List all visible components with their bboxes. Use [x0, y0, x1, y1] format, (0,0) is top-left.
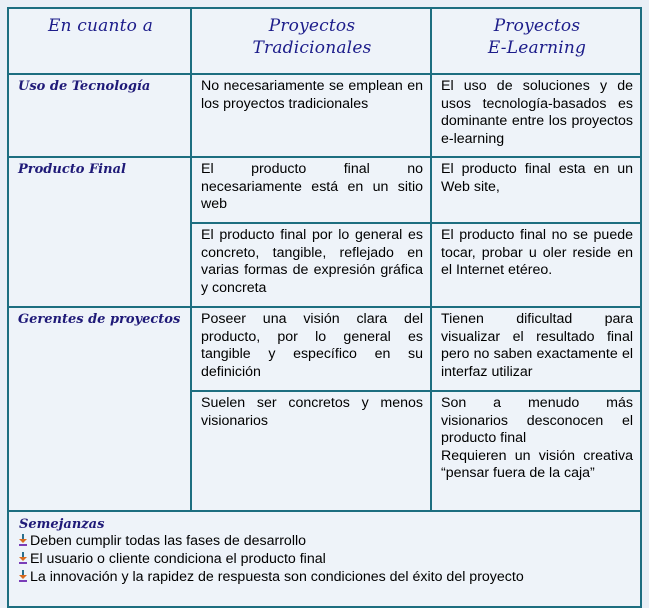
table-cell: El producto final esta en un Web site, — [431, 157, 641, 223]
row-label-cell — [8, 157, 191, 307]
header-cell-elearning — [431, 8, 641, 74]
semejanzas-title: Semejanzas — [19, 517, 105, 532]
row-label-producto-final: Producto Final — [18, 162, 126, 177]
arrow-bullet-icon — [19, 570, 27, 582]
semejanzas-row — [8, 511, 641, 607]
table-cell: Tienen dificultad para visualizar el resultado final pero no saben exactamente el interfaz utilizar — [431, 307, 641, 391]
table-cell: Poseer una visión clara del producto, por lo general es tangible y específico en su definición — [191, 307, 431, 391]
header-cell-tradicionales — [191, 8, 431, 74]
table-cell: No necesariamente se emplean en los proyectos tradicionales — [191, 74, 431, 157]
semejanzas-cell — [8, 511, 641, 607]
row-label-cell — [8, 307, 191, 511]
header-proyectos-elearning: Proyectos E-Learning — [487, 16, 587, 58]
table-cell: El uso de soluciones y de usos tecnología-basados es dominante entre los proyectos e-learning — [431, 74, 641, 157]
table-row — [8, 307, 641, 391]
list-item — [19, 569, 632, 587]
header-cell-en-cuanto-a — [8, 8, 191, 74]
header-row — [8, 8, 641, 74]
list-item — [19, 551, 632, 569]
arrow-bullet-icon — [19, 534, 27, 546]
arrow-bullet-icon — [19, 552, 27, 564]
row-label-cell — [8, 74, 191, 157]
table-cell: El producto final no necesariamente está en un sitio web — [191, 157, 431, 223]
table-row — [8, 74, 641, 157]
table-cell: El producto final por lo general es concreto, tangible, reflejado en varias formas de expresión gráfica y concreta — [191, 223, 431, 307]
semejanza-text: Deben cumplir todas las fases de desarrollo — [30, 533, 307, 549]
semejanza-text: El usuario o cliente condiciona el producto final — [30, 550, 326, 567]
table-cell: El producto final no se puede tocar, probar u oler reside en el Internet etéreo. — [431, 223, 641, 307]
table-cell: Suelen ser concretos y menos visionarios — [191, 391, 431, 511]
semejanza-text: La innovación y la rapidez de respuesta son condiciones del éxito del proyecto — [30, 568, 524, 585]
comparison-table — [7, 7, 642, 608]
header-proyectos-tradicionales: Proyectos Tradicionales — [252, 16, 372, 58]
row-label-gerentes-proyectos: Gerentes de proyectos — [18, 312, 181, 327]
table-cell: Son a menudo más visionarios desconocen el producto final Requieren un visión creativa “pensar fuera de la caja” — [431, 391, 641, 511]
header-en-cuanto-a: En cuanto a — [47, 16, 154, 36]
list-item — [19, 533, 632, 551]
row-label-uso-tecnologia: Uso de Tecnología — [18, 79, 151, 94]
table-row — [8, 157, 641, 223]
